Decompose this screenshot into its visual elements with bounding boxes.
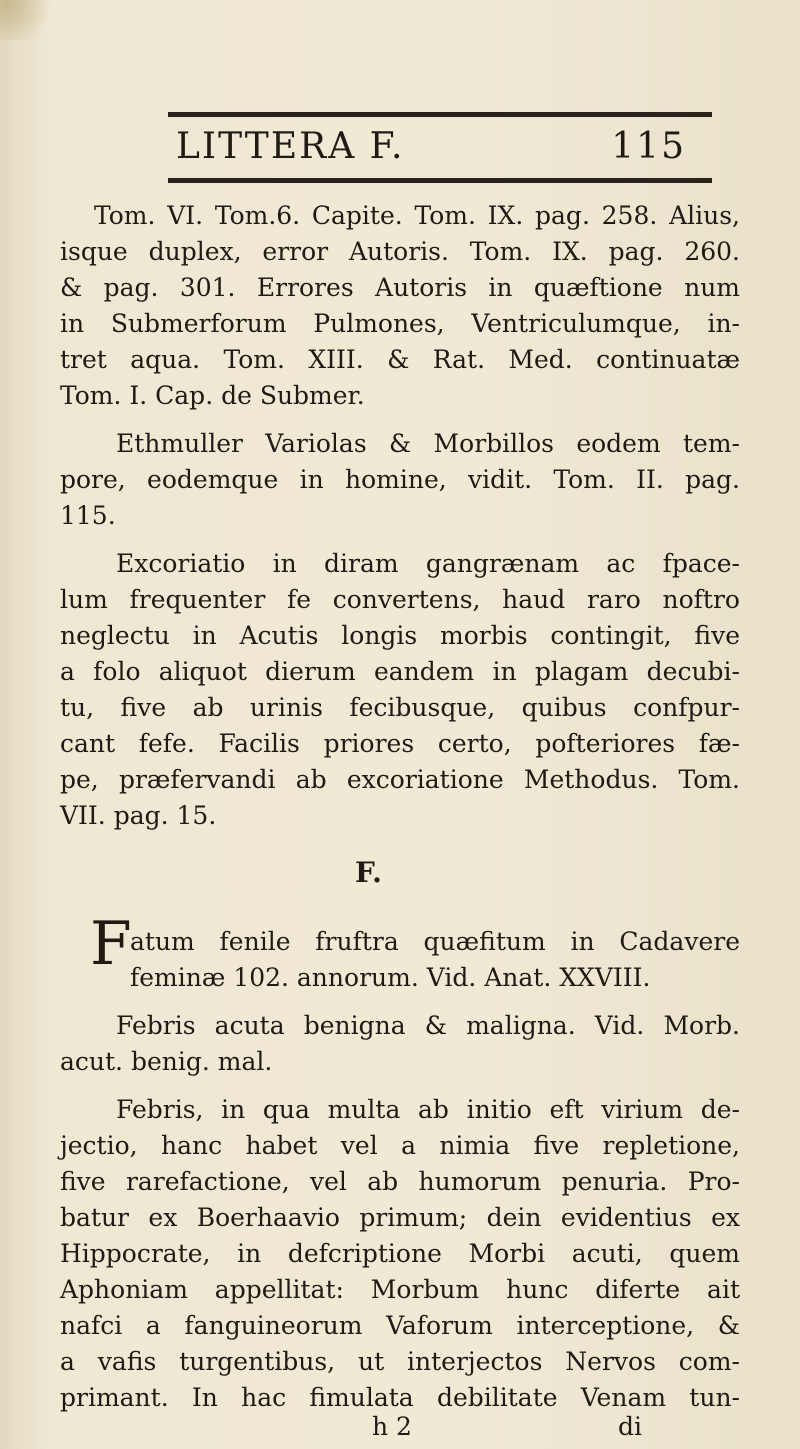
text-line: tret aqua. Tom. XIII. & Rat. Med. continuatæ xyxy=(60,345,740,374)
text-line: acut. benig. mal. xyxy=(60,1047,273,1076)
header-rule-bottom xyxy=(168,178,712,183)
signature-mark: h 2 xyxy=(372,1412,412,1441)
text-line: feminæ 102. annorum. Vid. Anat. XXVIII. xyxy=(130,963,651,992)
text-line: in Submerforum Pulmones, Ventriculumque, in- xyxy=(60,309,740,338)
text-line: VII. pag. 15. xyxy=(60,801,217,830)
page-number: 115 xyxy=(611,126,686,167)
text-line: primant. In hac fimulata debilitate Venam tun- xyxy=(60,1383,740,1412)
text-line: & pag. 301. Errores Autoris in quæftione num xyxy=(60,273,740,302)
text-line: Tom. VI. Tom.6. Capite. Tom. IX. pag. 258. Alius, xyxy=(94,201,740,230)
text-line: Excoriatio in diram gangrænam ac fpace- xyxy=(116,549,740,578)
text-line: five rarefactione, vel ab humorum penuria. Pro- xyxy=(60,1167,740,1196)
text-line: lum frequenter fe convertens, haud raro noftro xyxy=(60,585,740,614)
text-line: Tom. I. Cap. de Submer. xyxy=(60,381,365,410)
text-line: Febris, in qua multa ab initio eft virium de- xyxy=(116,1095,740,1124)
text-line: isque duplex, error Autoris. Tom. IX. pag. 260. xyxy=(60,237,740,266)
section-letter: F. xyxy=(355,856,382,889)
text-line: atum fenile fruftra quæfitum in Cadavere xyxy=(130,927,740,956)
text-line: Hippocrate, in defcriptione Morbi acuti, quem xyxy=(60,1239,740,1268)
catchword: di xyxy=(618,1412,642,1441)
text-line: pore, eodemque in homine, vidit. Tom. II. pag. xyxy=(60,465,740,494)
text-line: cant fefe. Facilis priores certo, pofteriores fæ- xyxy=(60,729,740,758)
header-title: LITTERA F. xyxy=(176,126,405,167)
text-line: Febris acuta benigna & maligna. Vid. Morb. xyxy=(116,1011,740,1040)
running-header xyxy=(176,126,686,172)
text-line: Aphoniam appellitat: Morbum hunc diferte ait xyxy=(60,1275,740,1304)
text-line: Ethmuller Variolas & Morbillos eodem tem- xyxy=(116,429,740,458)
page-stain xyxy=(0,0,60,40)
text-line: tu, five ab urinis fecibusque, quibus confpur- xyxy=(60,693,740,722)
text-line: jectio, hanc habet vel a nimia five repletione, xyxy=(60,1131,740,1160)
header-rule-top xyxy=(168,112,712,117)
text-line: a folo aliquot dierum eandem in plagam decubi- xyxy=(60,657,740,686)
text-line: 115. xyxy=(60,501,116,530)
text-line: pe, præfervandi ab excoriatione Methodus. Tom. xyxy=(60,765,740,794)
text-line: a vafis turgentibus, ut interjectos Nervos com- xyxy=(60,1347,740,1376)
text-line: batur ex Boerhaavio primum; dein evidentius ex xyxy=(60,1203,740,1232)
drop-cap: F xyxy=(90,909,132,979)
text-line: neglectu in Acutis longis morbis contingit, five xyxy=(60,621,740,650)
text-line: nafci a fanguineorum Vaforum interceptione, & xyxy=(60,1311,740,1340)
